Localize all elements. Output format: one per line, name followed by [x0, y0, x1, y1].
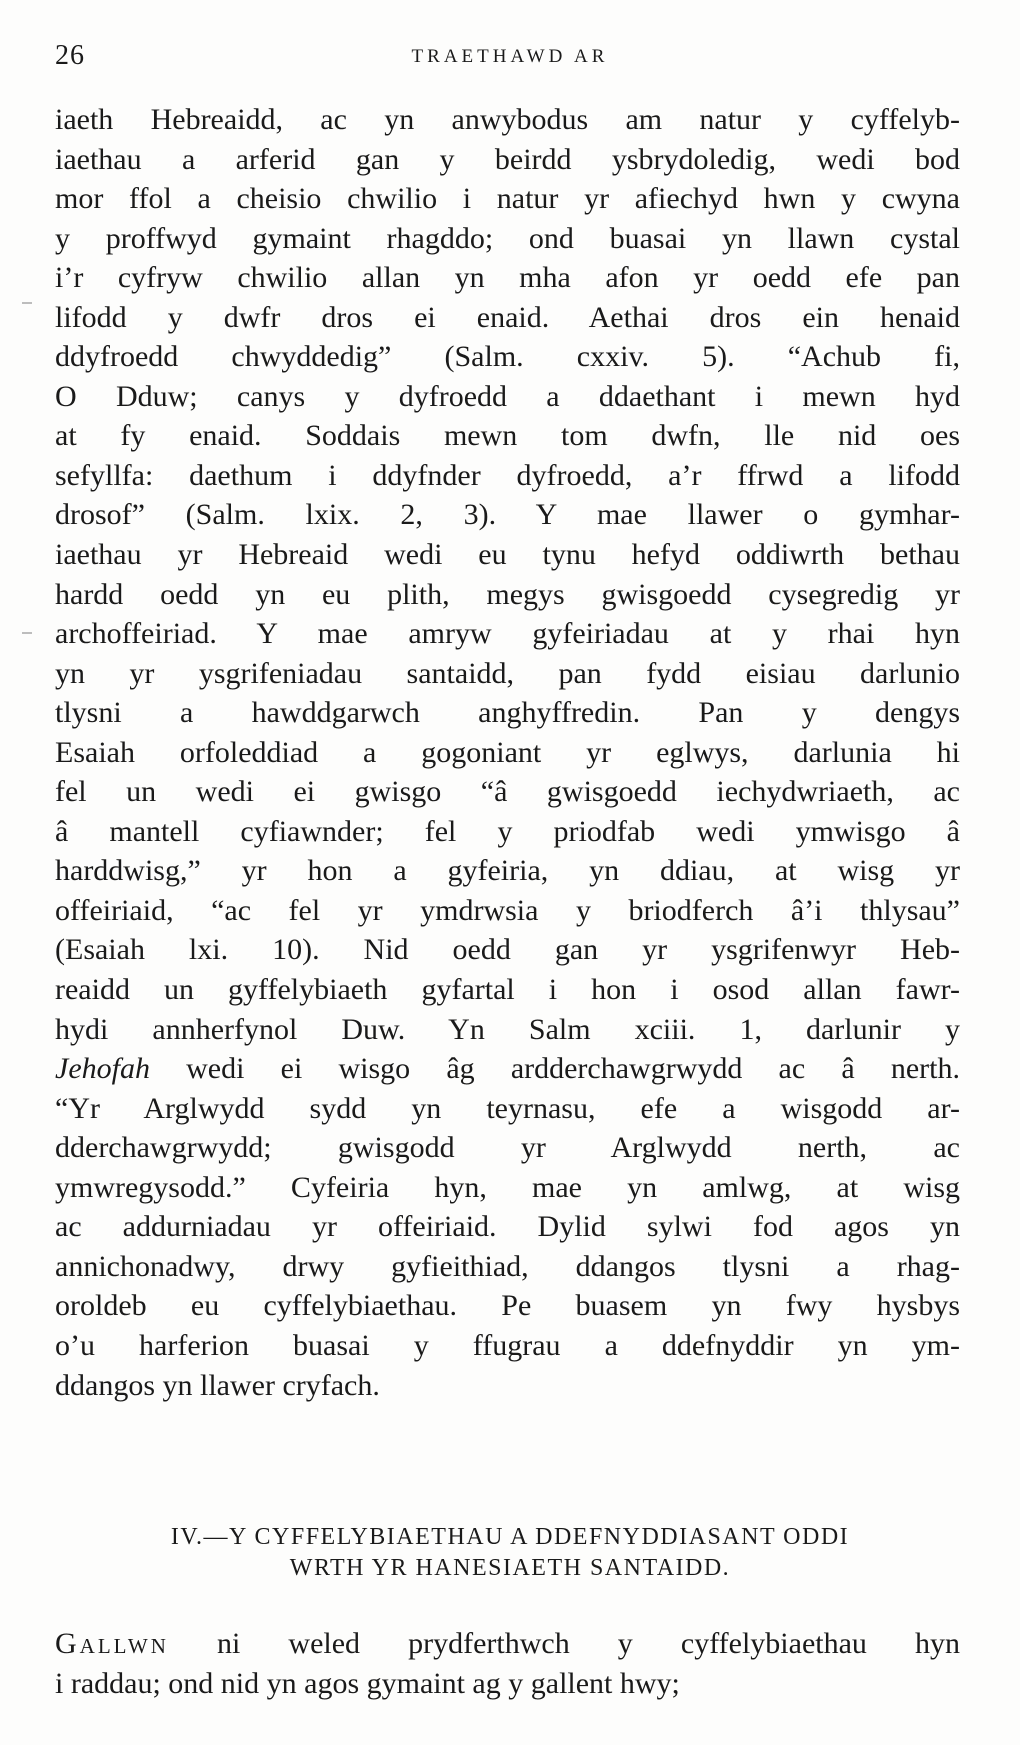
text-line: â mantell cyfiawnder; fel y priodfab wedi ymwisgo â [55, 814, 960, 848]
text-line: yn yr ysgrifeniadau santaidd, pan fydd eisiau darlunio [55, 656, 960, 690]
text-line: hydi annherfynol Duw. Yn Salm xciii. 1, darlunir y [55, 1012, 960, 1046]
text-line: o’u harferion buasai y ffugrau a ddefnyddir yn ym- [55, 1328, 960, 1362]
text-line: y proffwyd gymaint rhagddo; ond buasai yn llawn cystal [55, 221, 960, 255]
margin-mark [22, 302, 32, 304]
text-line: annichonadwy, drwy gyfieithiad, ddangos tlysni a rhag- [55, 1249, 960, 1283]
text-line: (Esaiah lxi. 10). Nid oedd gan yr ysgrifenwyr Heb- [55, 933, 960, 967]
italic-word: Jehofah [55, 1052, 150, 1086]
text-line: oroldeb eu cyffelybiaethau. Pe buasem yn fwy hysbys [55, 1289, 960, 1323]
text-line: harddwisg,” yr hon a gyfeiria, yn ddiau, at wisg yr [55, 854, 960, 888]
text-line [55, 1624, 960, 1664]
text-line: Esaiah orfoleddiad a gogoniant yr eglwys, darlunia hi [55, 735, 960, 769]
text-line: drosof” (Salm. lxix. 2, 3). Y mae llawer o gymhar- [55, 498, 960, 532]
smallcaps-word: Gallwn [55, 1627, 169, 1660]
text-line: archoffeiriad. Y mae amryw gyfeiriadau at y rhai hyn [55, 617, 960, 651]
text-line: Jehofah wedi ei wisgo âg ardderchawgrwydd ac â nerth. [55, 1052, 960, 1086]
text-line: “Yr Arglwydd sydd yn teyrnasu, efe a wisgodd ar- [55, 1091, 960, 1125]
text-line: offeiriaid, “ac fel yr ymdrwsia y briodferch â’i thlysau” [55, 893, 960, 927]
text-line: O Dduw; canys y dyfroedd a ddaethant i mewn hyd [55, 379, 960, 413]
text-line: ymwregysodd.” Cyfeiria hyn, mae yn amlwg, at wisg [55, 1170, 960, 1204]
body-text [55, 100, 960, 1405]
page-header [55, 40, 965, 80]
running-head: TRAETHAWD AR [411, 46, 609, 67]
text-line: iaeth Hebreaidd, ac yn anwybodus am natur y cyffelyb- [55, 103, 960, 136]
section-heading-line: WRTH YR HANESIAETH SANTAIDD. [289, 1555, 731, 1581]
text-line: tlysni a hawddgarwch anghyffredin. Pan y dengys [55, 696, 960, 730]
text-line: lifodd y dwfr dros ei enaid. Aethai dros ein henaid [55, 300, 960, 334]
margin-mark [22, 632, 32, 634]
text-line: fel un wedi ei gwisgo “â gwisgoedd iechydwriaeth, ac [55, 775, 960, 809]
text-line: iaethau yr Hebreaid wedi eu tynu hefyd oddiwrth bethau [55, 538, 960, 572]
text-line: at fy enaid. Soddais mewn tom dwfn, lle nid oes [55, 419, 960, 453]
text-line: ac addurniadau yr offeiriaid. Dylid sylwi fod agos yn [55, 1210, 960, 1244]
text-line: i raddau; ond nid yn agos gymaint ag y gallent hwy; [55, 1666, 680, 1700]
text-line: reaidd un gyffelybiaeth gyfartal i hon i osod allan fawr- [55, 973, 960, 1007]
section-heading [55, 1522, 965, 1584]
section-text [55, 1624, 960, 1703]
text-line: i’r cyfryw chwilio allan yn mha afon yr oedd efe pan [55, 261, 960, 295]
text-line: ddangos yn llawer cryfach. [55, 1368, 380, 1402]
text-line: mor ffol a cheisio chwilio i natur yr afiechyd hwn y cwyna [55, 182, 960, 216]
text-line: sefyllfa: daethum i ddyfnder dyfroedd, a’r ffrwd a lifodd [55, 458, 960, 492]
text-line: ddyfroedd chwyddedig” (Salm. cxxiv. 5). “Achub fi, [55, 340, 960, 374]
text-line: hardd oedd yn eu plith, megys gwisgoedd cysegredig yr [55, 577, 960, 611]
text-fragment: ni weled prydferthwch y cyffelybiaethau hyn [168, 1627, 960, 1660]
page-number: 26 [55, 40, 85, 71]
section-heading-line: IV.—Y CYFFELYBIAETHAU A DDEFNYDDIASANT ODDI [170, 1524, 850, 1550]
text-line: iaethau a arferid gan y beirdd ysbrydoledig, wedi bod [55, 142, 960, 176]
text-line: dderchawgrwydd; gwisgodd yr Arglwydd nerth, ac [55, 1131, 960, 1165]
